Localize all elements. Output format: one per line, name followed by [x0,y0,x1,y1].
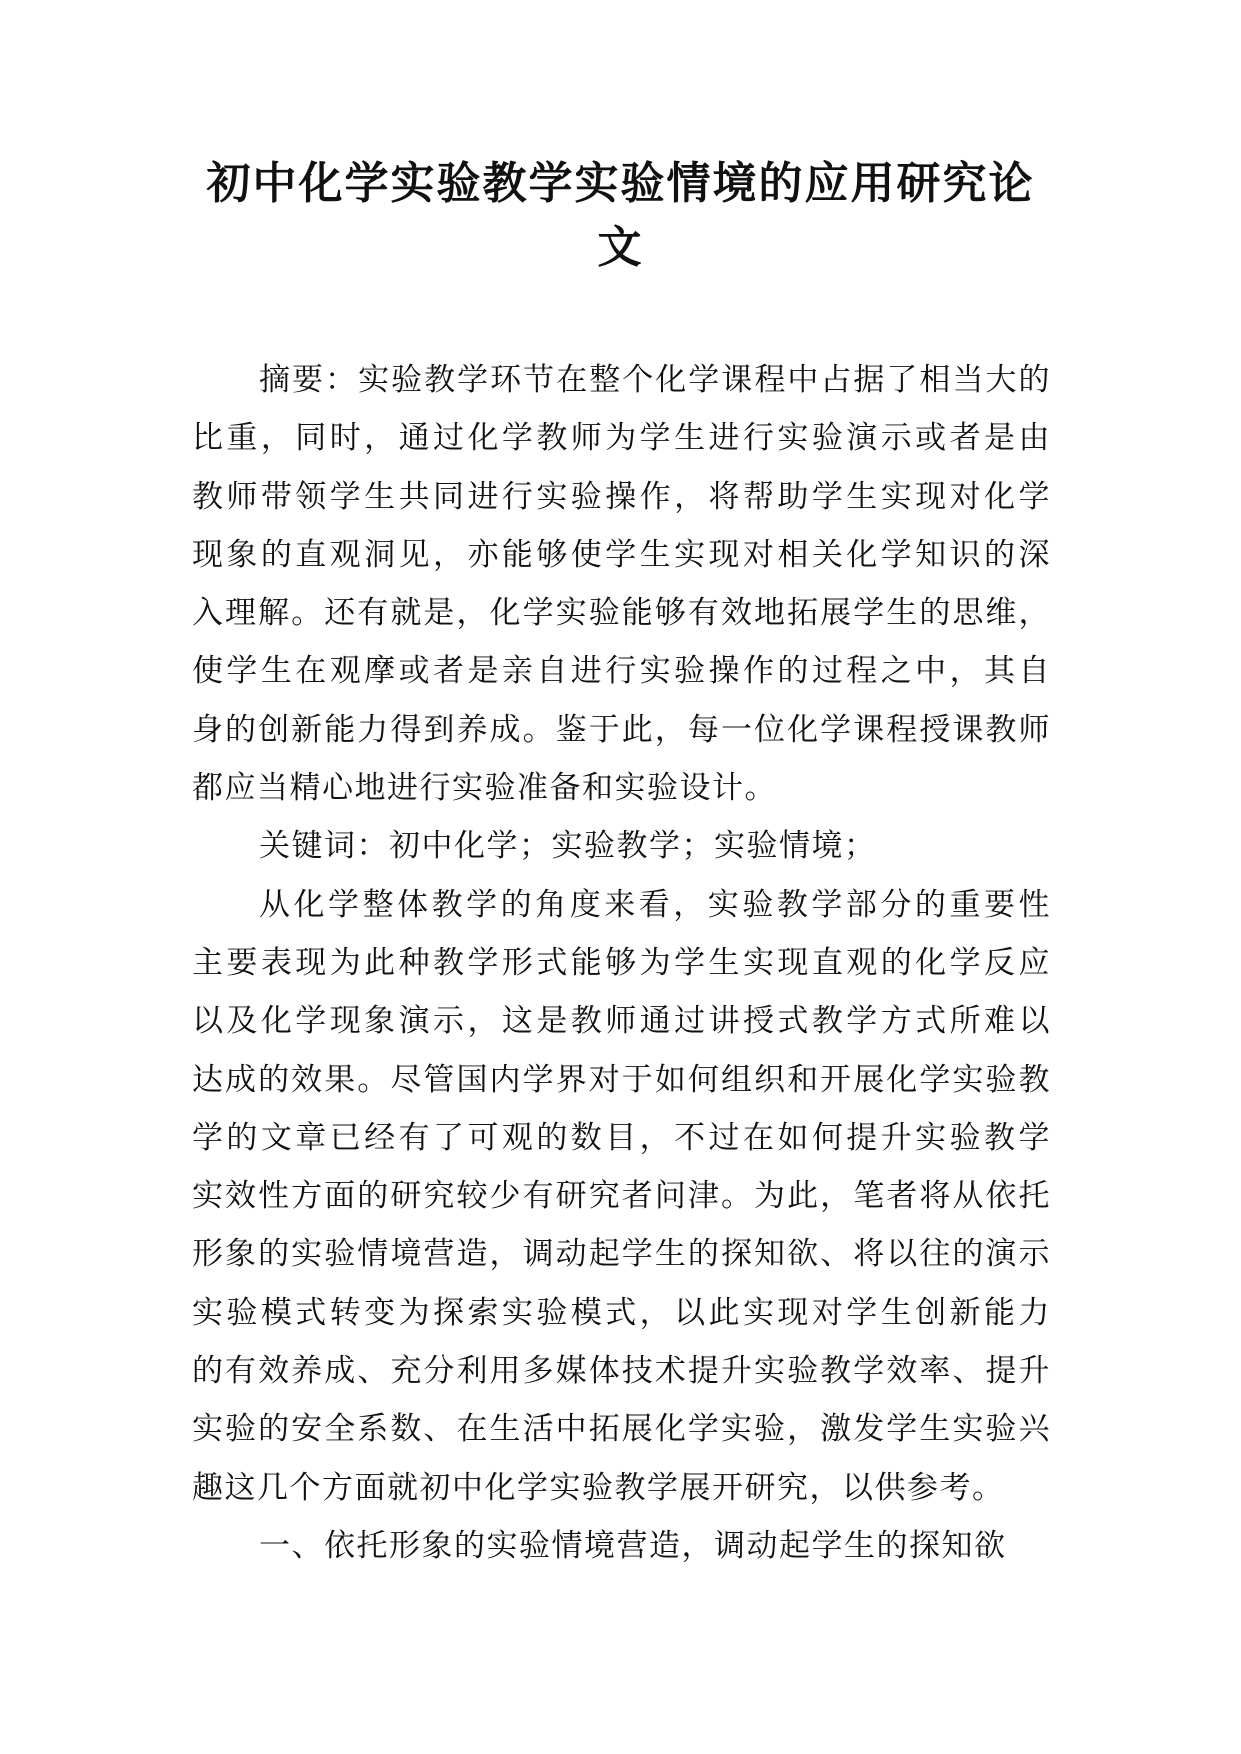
abstract-line: 使学生在观摩或者是亲自进行实验操作的过程之中，其自 [192,653,1051,690]
intro-line: 趣这几个方面就初中化学实验教学展开研究，以供参考。 [192,1469,1005,1506]
title-line: 文 [597,222,644,273]
document-title [0,152,1241,280]
intro-line: 以及化学现象演示，这是教师通过讲授式教学方式所难以 [192,1003,1051,1040]
intro-line: 达成的效果。尽管国内学界对于如何组织和开展化学实验教 [192,1061,1051,1098]
title-line: 初中化学实验教学实验情境的应用研究论 [206,158,1035,209]
document-body [192,351,1051,1575]
intro-line: 学的文章已经有了可观的数目，不过在如何提升实验教学 [192,1119,1051,1156]
section-heading: 一、依托形象的实验情境营造，调动起学生的探知欲 [259,1527,1007,1564]
abstract-line: 身的创新能力得到养成。鉴于此，每一位化学课程授课教师 [192,711,1051,748]
intro-line: 实验模式转变为探索实验模式，以此实现对学生创新能力 [192,1294,1051,1331]
keywords-line: 关键词：初中化学；实验教学；实验情境； [259,828,877,865]
intro-line: 的有效养成、充分利用多媒体技术提升实验教学效率、提升 [192,1353,1051,1390]
abstract-line: 教师带领学生共同进行实验操作，将帮助学生实现对化学 [192,478,1051,515]
abstract-line: 都应当精心地进行实验准备和实验设计。 [192,770,777,807]
abstract-line: 摘要：实验教学环节在整个化学课程中占据了相当大的 [259,362,1051,398]
abstract-line: 入理解。还有就是，化学实验能够有效地拓展学生的思维， [192,595,1051,632]
abstract-paragraph [192,351,1051,817]
intro-paragraph [192,876,1051,1517]
intro-line: 形象的实验情境营造，调动起学生的探知欲、将以往的演示 [192,1236,1051,1273]
abstract-line: 现象的直观洞见，亦能够使学生实现对相关化学知识的深 [192,536,1051,573]
intro-line: 从化学整体教学的角度来看，实验教学部分的重要性 [259,886,1051,923]
intro-line: 实验的安全系数、在生活中拓展化学实验，激发学生实验兴 [192,1411,1051,1448]
intro-line: 主要表现为此种教学形式能够为学生实现直观的化学反应 [192,944,1051,981]
intro-line: 实效性方面的研究较少有研究者问津。为此，笔者将从依托 [192,1178,1051,1215]
abstract-line: 比重，同时，通过化学教师为学生进行实验演示或者是由 [192,420,1051,457]
